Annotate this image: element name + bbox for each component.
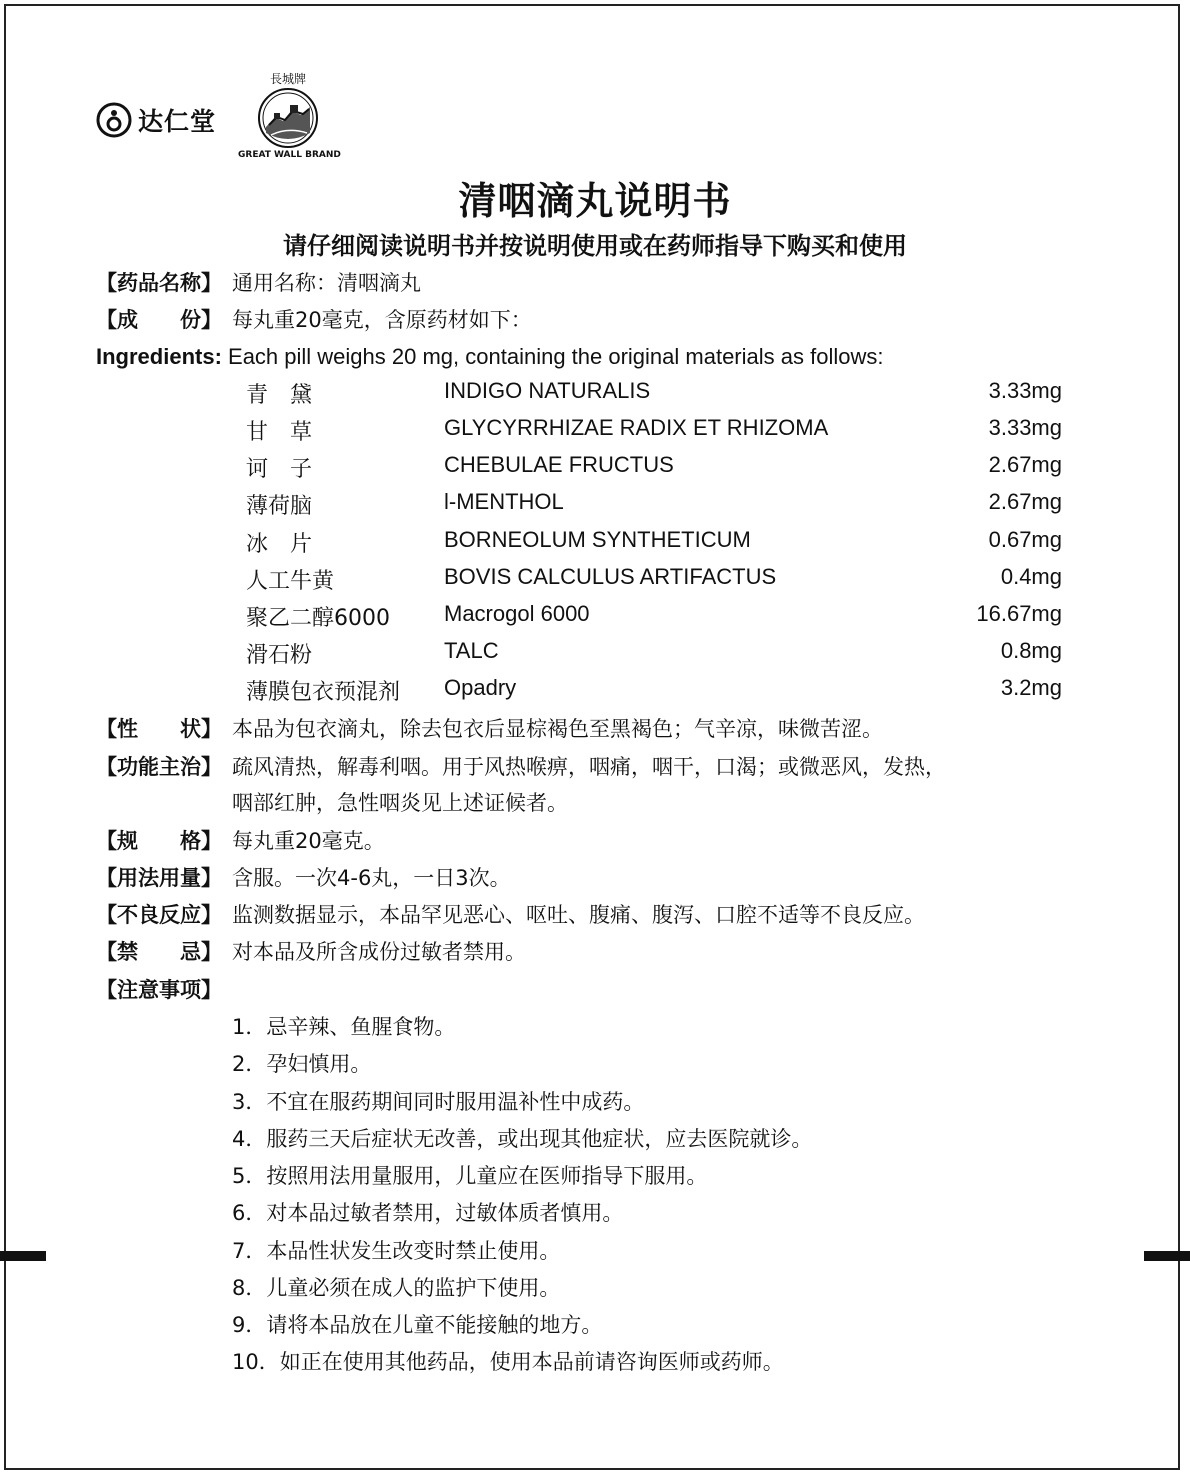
- precaution-item: 5．按照用法用量服用，儿童应在医师指导下服用。: [232, 1164, 708, 1188]
- great-wall-seal-icon: [257, 87, 319, 149]
- ingredient-amount: 0.67mg: [988, 527, 1062, 552]
- precaution-item: 9．请将本品放在儿童不能接触的地方。: [232, 1313, 603, 1337]
- character-row: [96, 714, 883, 744]
- ingredient-cn: 薄荷脑: [246, 494, 313, 519]
- character-value: 本品为包衣滴丸，除去包衣后显棕褐色至黑褐色；气辛凉，味微苦涩。: [232, 717, 883, 741]
- composition-label: 【成 份】: [96, 308, 222, 332]
- drug-name-value: 通用名称：清咽滴丸: [232, 271, 421, 295]
- cut-mark-left: [0, 1251, 46, 1261]
- ingredient-en: CHEBULAE FRUCTUS: [444, 452, 674, 477]
- contraindications-row: [96, 937, 526, 967]
- precautions-row: [96, 975, 232, 1005]
- adverse-row: [96, 900, 925, 930]
- ingredient-en: Macrogol 6000: [444, 601, 590, 626]
- ingredient-cn: 人工牛黄: [246, 569, 335, 594]
- ingredient-row: [0, 527, 1190, 559]
- drug-name-row: [96, 268, 421, 298]
- darentang-logo: [96, 102, 216, 138]
- indications-label: 【功能主治】: [96, 755, 222, 779]
- character-label: 【性 状】: [96, 717, 222, 741]
- ingredient-cn: 滑石粉: [246, 643, 313, 668]
- ingredient-en: Opadry: [444, 675, 517, 700]
- ingredient-amount: 2.67mg: [988, 452, 1062, 477]
- spec-label: 【规 格】: [96, 829, 222, 853]
- cut-mark-right: [1144, 1251, 1190, 1261]
- precaution-item: 3．不宜在服药期间同时服用温补性中成药。: [232, 1090, 645, 1114]
- usage-value: 含服。一次4-6丸，一日3次。: [232, 866, 511, 890]
- ingredient-en: TALC: [444, 638, 499, 663]
- contraindications-value: 对本品及所含成份过敏者禁用。: [232, 940, 526, 964]
- spec-value: 每丸重20毫克。: [232, 829, 385, 853]
- page-subtitle: 请仔细阅读说明书并按说明使用或在药师指导下购买和使用: [283, 232, 907, 260]
- ingredients-en-value: Each pill weighs 20 mg, containing the original materials as follows:: [221, 344, 884, 369]
- drug-name-label: 【药品名称】: [96, 271, 222, 295]
- ingredient-en: GLYCYRRHIZAE RADIX ET RHIZOMA: [444, 415, 829, 440]
- brand2-bottom-text: GREAT WALL BRAND: [238, 150, 341, 160]
- precaution-item: 1．忌辛辣、鱼腥食物。: [232, 1015, 456, 1039]
- ingredient-row: [0, 638, 1190, 670]
- ingredients-en-label: Ingredients:: [96, 344, 222, 369]
- great-wall-brand-logo: [238, 72, 341, 164]
- ingredient-row: [0, 452, 1190, 484]
- adverse-value: 监测数据显示，本品罕见恶心、呕吐、腹痛、腹泻、口腔不适等不良反应。: [232, 903, 925, 927]
- ingredient-row: [0, 601, 1190, 633]
- page-title: 清咽滴丸说明书: [458, 179, 732, 223]
- ingredient-en: l-MENTHOL: [444, 489, 564, 514]
- ingredient-en: BOVIS CALCULUS ARTIFACTUS: [444, 564, 777, 589]
- ingredient-amount: 3.33mg: [988, 378, 1062, 403]
- brand-name: 达仁堂: [138, 107, 217, 136]
- brand2-top-text: 長城牌: [269, 72, 306, 86]
- ingredients-en-row: [96, 342, 883, 372]
- precaution-item: 8．儿童必须在成人的监护下使用。: [232, 1276, 561, 1300]
- ingredient-amount: 0.4mg: [1000, 564, 1062, 589]
- ingredient-amount: 0.8mg: [1000, 638, 1062, 663]
- ingredient-cn: 甘 草: [246, 420, 313, 445]
- indications-line2: 咽部红肿，急性咽炎见上述证候者。: [232, 791, 568, 815]
- precaution-item: 10．如正在使用其他药品，使用本品前请咨询医师或药师。: [232, 1350, 784, 1374]
- ingredient-cn: 冰 片: [246, 532, 313, 557]
- usage-row: [96, 863, 511, 893]
- composition-row: [96, 305, 532, 335]
- precaution-item: 4．服药三天后症状无改善，或出现其他症状，应去医院就诊。: [232, 1127, 813, 1151]
- ingredient-amount: 16.67mg: [976, 601, 1062, 626]
- spec-row: [96, 826, 385, 856]
- ingredient-en: BORNEOLUM SYNTHETICUM: [444, 527, 751, 552]
- ingredient-en: INDIGO NATURALIS: [444, 378, 651, 403]
- ingredient-row: [0, 675, 1190, 707]
- usage-label: 【用法用量】: [96, 866, 222, 890]
- ingredient-amount: 3.33mg: [988, 415, 1062, 440]
- precautions-label: 【注意事项】: [96, 978, 222, 1002]
- adverse-label: 【不良反应】: [96, 903, 222, 927]
- ingredient-amount: 3.2mg: [1000, 675, 1062, 700]
- contraindications-label: 【禁 忌】: [96, 940, 222, 964]
- indications-row: [96, 752, 946, 782]
- precaution-item: 2．孕妇慎用。: [232, 1052, 372, 1076]
- composition-value: 每丸重20毫克，含原药材如下：: [232, 308, 532, 332]
- ingredient-amount: 2.67mg: [988, 489, 1062, 514]
- ingredient-row: [0, 378, 1190, 410]
- ingredient-row: [0, 489, 1190, 521]
- ingredient-cn: 聚乙二醇6000: [246, 606, 390, 631]
- precaution-item: 7．本品性状发生改变时禁止使用。: [232, 1239, 561, 1263]
- darentang-mark-icon: [96, 102, 132, 138]
- ingredient-row: [0, 564, 1190, 596]
- precaution-item: 6．对本品过敏者禁用，过敏体质者慎用。: [232, 1201, 624, 1225]
- ingredient-cn: 诃 子: [246, 457, 313, 482]
- indications-line1: 疏风清热，解毒利咽。用于风热喉痹，咽痛，咽干，口渴；或微恶风，发热，: [232, 755, 946, 779]
- ingredient-cn: 青 黛: [246, 383, 313, 408]
- ingredient-cn: 薄膜包衣预混剂: [246, 680, 401, 705]
- ingredient-row: [0, 415, 1190, 447]
